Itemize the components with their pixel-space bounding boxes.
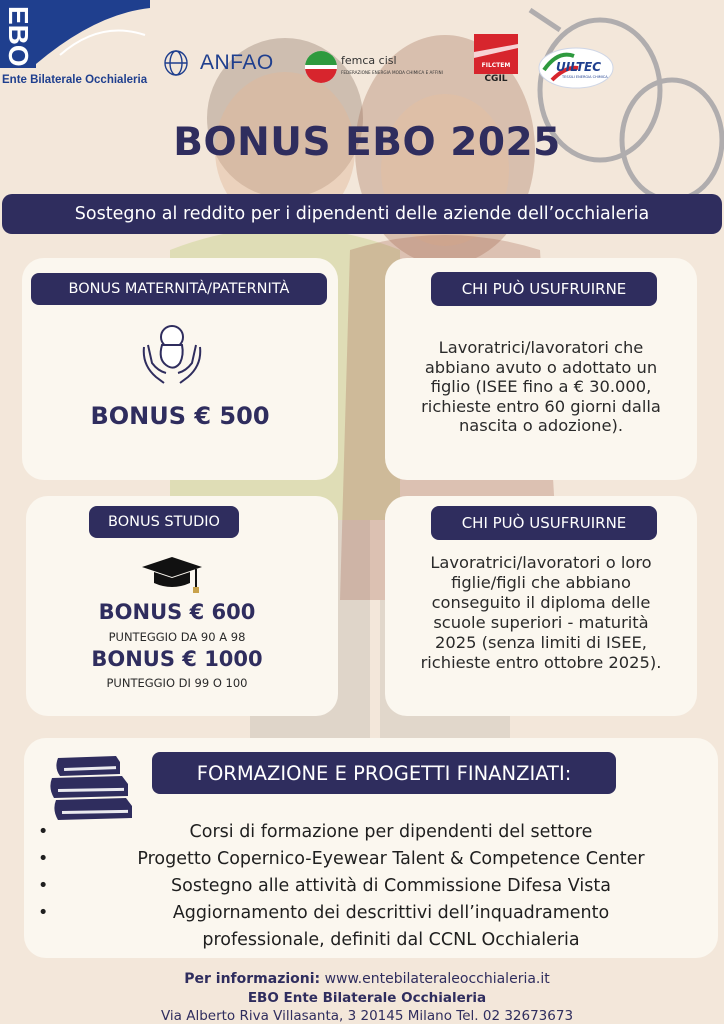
who-can-benefit-text-2 bbox=[385, 553, 697, 673]
filctem-cgil-logo bbox=[474, 34, 518, 86]
text-line: conseguito il diploma delle bbox=[431, 593, 651, 612]
footer-org: EBO Ente Bilaterale Occhialeria bbox=[247, 989, 487, 1006]
study-amount-2: BONUS € 1000 bbox=[91, 647, 263, 671]
subtitle-text: Sostegno al reddito per i dipendenti delle aziende dell’occhialeria bbox=[74, 204, 650, 224]
femca-subtitle: FEDERAZIONE ENERGIA MODA CHIMICA E AFFINI bbox=[341, 70, 443, 75]
ebo-letters: EBO bbox=[3, 6, 34, 67]
maternity-amount: BONUS € 500 bbox=[90, 402, 270, 430]
filctem-name: FILCTEM bbox=[481, 62, 511, 69]
ebo-name: Ente Bilaterale Occhialeria bbox=[2, 74, 148, 86]
text-line: nascita o adozione). bbox=[458, 416, 624, 435]
maternity-card bbox=[22, 258, 338, 480]
text-line: richieste entro ottobre 2025). bbox=[420, 653, 662, 672]
who-can-benefit-card-1 bbox=[385, 258, 697, 480]
cgil-name: CGIL bbox=[484, 74, 508, 84]
femca-logo bbox=[304, 50, 443, 88]
study-score-2: PUNTEGGIO DI 99 O 100 bbox=[106, 676, 248, 690]
bullet: • bbox=[38, 876, 49, 896]
anfao-mark-icon bbox=[164, 48, 198, 78]
who-can-benefit-label-text-2: CHI PUÒ USUFRUIRNE bbox=[461, 514, 627, 532]
training-list bbox=[24, 819, 718, 954]
who-can-benefit-label-2 bbox=[431, 506, 657, 540]
graduation-cap-icon bbox=[140, 555, 204, 595]
study-label bbox=[89, 506, 239, 538]
femca-mark-icon bbox=[304, 50, 338, 84]
maternity-label bbox=[31, 273, 327, 305]
glasses-illustration bbox=[530, 10, 722, 200]
page-title: BONUS EBO 2025 bbox=[173, 120, 561, 165]
training-card bbox=[24, 738, 718, 958]
text-line: scuole superiori - maturità bbox=[433, 613, 649, 632]
list-item bbox=[24, 900, 718, 954]
list-item bbox=[24, 819, 718, 846]
text-line: Lavoratrici/lavoratori o loro bbox=[430, 553, 652, 572]
footer-website-link[interactable]: www.entebilateraleocchialeria.it bbox=[324, 971, 550, 987]
list-item-text: Corsi di formazione per dipendenti del settore bbox=[189, 822, 593, 842]
uiltec-name: UILTEC bbox=[556, 60, 602, 74]
list-item-text: Sostegno alle attività di Commissione Difesa Vista bbox=[171, 876, 611, 896]
text-line: 2025 (senza limiti di ISEE, bbox=[435, 633, 647, 652]
anfao-logo bbox=[164, 48, 274, 78]
text-line: richieste entro 60 giorni dalla bbox=[421, 396, 661, 416]
text-line: Lavoratrici/lavoratori che bbox=[438, 338, 644, 357]
uiltec-subtitle: TESSILI ENERGIA CHIMICA bbox=[562, 75, 608, 79]
bullet: • bbox=[38, 903, 49, 923]
who-can-benefit-text-1 bbox=[385, 338, 697, 436]
text-line: abbiano avuto o adottato un bbox=[424, 357, 658, 377]
study-label-text: BONUS STUDIO bbox=[108, 514, 220, 530]
ebo-logo bbox=[0, 0, 150, 92]
list-item-text bbox=[64, 900, 718, 954]
text-line: figlie/figli che abbiano bbox=[451, 573, 631, 592]
list-item-line: professionale, definiti dal CCNL Occhialeria bbox=[202, 930, 580, 950]
text-line: figlio (ISEE fino a € 30.000, bbox=[430, 377, 652, 396]
list-item-line: Aggiornamento dei descrittivi dell’inquadramento bbox=[172, 903, 610, 923]
list-item-text: Progetto Copernico-Eyewear Talent & Competence Center bbox=[137, 849, 645, 869]
baby-in-hands-icon bbox=[140, 319, 204, 385]
who-can-benefit-label-1 bbox=[431, 272, 657, 306]
footer-info-label: Per informazioni: bbox=[184, 971, 321, 987]
books-icon bbox=[50, 754, 134, 822]
anfao-name: ANFAO bbox=[200, 51, 274, 74]
footer bbox=[0, 970, 724, 1024]
subtitle-banner bbox=[2, 194, 722, 234]
footer-address: Via Alberto Riva Villasanta, 3 20145 Milano Tel. 02 32673673 bbox=[160, 1008, 574, 1024]
list-item bbox=[24, 873, 718, 900]
training-label-text: FORMAZIONE E PROGETTI FINANZIATI: bbox=[196, 761, 572, 785]
femca-name: femca cisl bbox=[341, 54, 397, 67]
study-amount-1: BONUS € 600 bbox=[98, 600, 256, 624]
bullet: • bbox=[38, 849, 49, 869]
list-item bbox=[24, 846, 718, 873]
who-can-benefit-card-2 bbox=[385, 496, 697, 716]
bullet: • bbox=[38, 822, 49, 842]
training-label bbox=[152, 752, 616, 794]
maternity-label-text: BONUS MATERNITÀ/PATERNITÀ bbox=[68, 281, 290, 297]
study-card bbox=[26, 496, 338, 716]
who-can-benefit-label-text-1: CHI PUÒ USUFRUIRNE bbox=[461, 280, 627, 298]
uiltec-logo bbox=[538, 46, 618, 90]
footer-info-line bbox=[0, 970, 724, 989]
study-score-1: PUNTEGGIO DA 90 A 98 bbox=[108, 630, 246, 644]
